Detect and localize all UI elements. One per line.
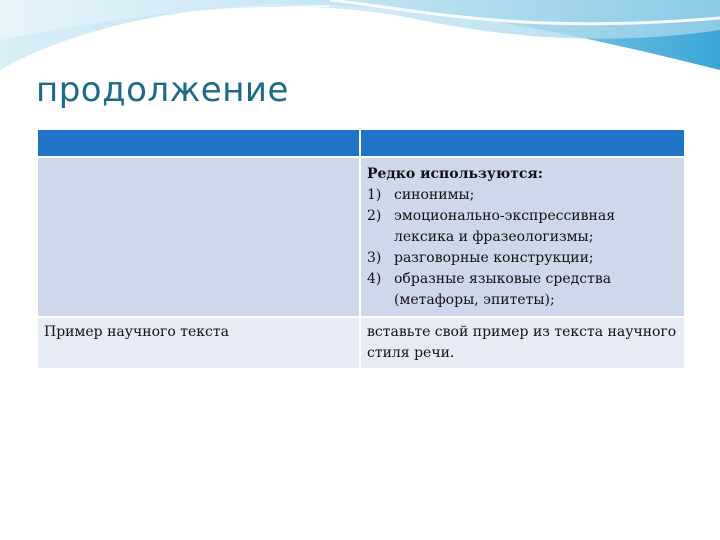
usage-list: [367, 185, 678, 311]
list-item: 3) разговорные конструкции;: [367, 250, 594, 266]
content-table: [36, 128, 686, 370]
table-header-row: [37, 129, 685, 157]
example-instruction: вставьте свой пример из текста научного стиля речи.: [367, 324, 677, 361]
row1-left-text: [38, 158, 359, 166]
example-label: Пример научного текста: [44, 324, 229, 340]
header-cell-left: [37, 129, 360, 157]
table-row: [37, 157, 685, 317]
row1-left-cell: [37, 157, 360, 317]
usage-heading: Редко используются:: [367, 166, 543, 182]
header-cell-right: [360, 129, 685, 157]
decorative-wave-header: [0, 0, 720, 80]
row2-left-cell: [37, 317, 360, 369]
row2-right-cell: [360, 317, 685, 369]
slide-title: продолжение: [36, 70, 289, 110]
list-item: 4) образные языковые средства (метафоры, эпитеты);: [367, 271, 612, 308]
table-row: [37, 317, 685, 369]
row1-right-cell: [360, 157, 685, 317]
list-item: 1) синонимы;: [367, 187, 475, 203]
list-item: 2) эмоционально-экспрессивная лексика и фразеологизмы;: [367, 208, 616, 245]
